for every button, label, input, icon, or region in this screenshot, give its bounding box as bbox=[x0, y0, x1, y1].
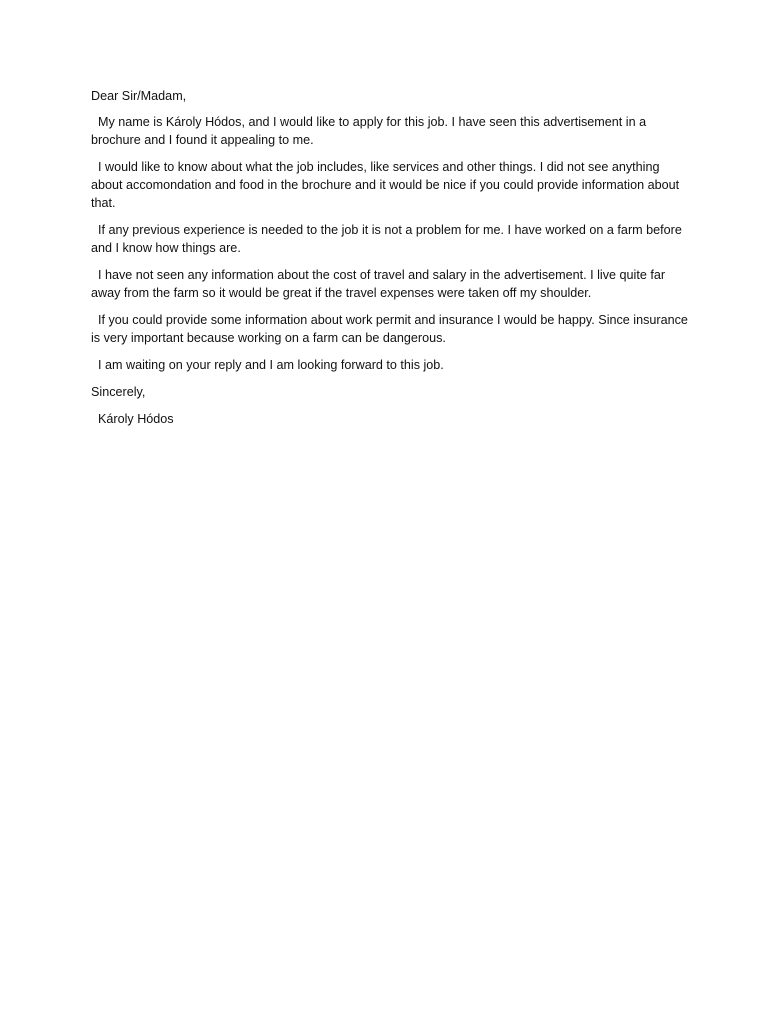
letter-signature: Károly Hódos bbox=[98, 412, 174, 426]
paragraph-permit-insurance: If you could provide some information about work permit and insurance I would be happy. Since insurance is very important because working on a farm can be dangerous. bbox=[91, 313, 688, 345]
paragraph-closing-remark: I am waiting on your reply and I am looking forward to this job. bbox=[98, 358, 444, 372]
paragraph-experience: If any previous experience is needed to the job it is not a problem for me. I have worked on a farm before and I know how things are. bbox=[91, 223, 682, 255]
letter-body bbox=[91, 87, 691, 428]
paragraph-job-details: I would like to know about what the job includes, like services and other things. I did not see anything about accomondation and food in the brochure and it would be nice if you could provide information about that. bbox=[91, 160, 680, 210]
paragraph-travel-salary: I have not seen any information about the cost of travel and salary in the advertisement. I live quite far away from the farm so it would be great if the travel expenses were taken off my shoulder. bbox=[91, 268, 666, 300]
paragraph-application: My name is Károly Hódos, and I would like to apply for this job. I have seen this advertisement in a brochure and I found it appealing to me. bbox=[91, 115, 647, 147]
letter-closing: Sincerely, bbox=[91, 385, 146, 399]
letter-greeting: Dear Sir/Madam, bbox=[91, 89, 187, 103]
